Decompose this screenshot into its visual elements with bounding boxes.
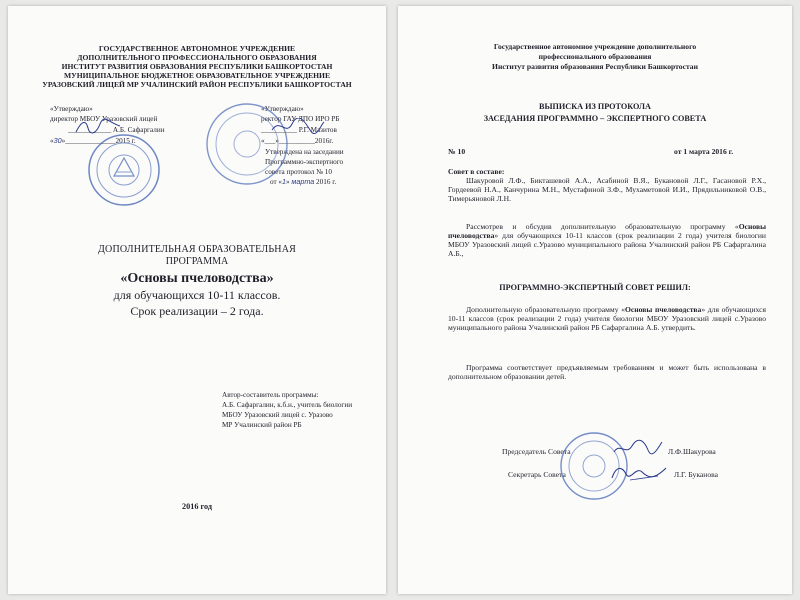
program-name: «Основы пчеловодства»: [120, 271, 274, 286]
author-line-1: Автор-составитель программы:: [222, 391, 319, 399]
program-year: 2016 год: [182, 502, 212, 511]
chair-label: Председатель Совета: [502, 447, 571, 456]
approve-right-line-2: Программно-экспертного: [265, 158, 344, 166]
approve-right-date: от «1» марта 2016 г.: [270, 177, 337, 186]
decision-title: ПРОГРАММНО-ЭКСПЕРТНЫЙ СОВЕТ РЕШИЛ:: [499, 283, 691, 292]
program-duration: Срок реализации – 2 года.: [130, 304, 264, 318]
conclusion-paragraph: Программа соответствует предъявляемым требованиям и может быть использована в дополнительном образовании детей.: [448, 363, 766, 381]
protocol-header-line-3: Институт развития образования Республики Башкортостан: [492, 62, 698, 71]
author-line-2: А.Б. Сафаргалин, к.б.н., учитель биологии: [222, 401, 353, 409]
chair-signature-icon: [612, 438, 664, 458]
approve-right-year-line: «___»__________2016г.: [261, 137, 334, 145]
chair-name: Л.Ф.Шакурова: [668, 447, 716, 456]
secretary-signature-icon: [610, 462, 668, 484]
program-audience: для обучающихся 10-11 классов.: [113, 288, 281, 302]
author-line-3: МБОУ Уразовский лицей с. Уразово: [222, 411, 333, 419]
approve-left-date: «30»______________2015 г.: [50, 136, 136, 145]
approve-left-position: директор МБОУ Уразовский лицей: [50, 115, 158, 123]
protocol-title-2: ЗАСЕДАНИЯ ПРОГРАММНО – ЭКСПЕРТНОГО СОВЕТА: [483, 114, 707, 123]
header-line-1: ГОСУДАРСТВЕННОЕ АВТОНОМНОЕ УЧРЕЖДЕНИЕ: [98, 44, 296, 53]
author-line-4: МР Учалинский район РБ: [222, 421, 302, 429]
approve-left-date-suffix: 2015 г.: [115, 137, 136, 145]
considered-paragraph: Рассмотрев и обсудив дополнительную образовательную программу «Основы пчеловодства» для обучающихся 10-11 классов (срок реализации 2 года) учителя биологии МБОУ Уразовский лицей с.Уразово муниципального района Учалинский район РБ Сафаргалина А.Б.,: [448, 222, 766, 258]
approve-left-day: 30: [53, 136, 62, 145]
approve-right-position: ректор ГАУ ДПО ИРО РБ: [261, 115, 340, 123]
header-line-4: МУНИЦИПАЛЬНОЕ БЮДЖЕТНОЕ ОБРАЗОВАТЕЛЬНОЕ УЧРЕЖДЕНИЕ: [63, 71, 331, 80]
header-line-2: ДОПОЛНИТЕЛЬНОГО ПРОФЕССИОНАЛЬНОГО ОБРАЗОВАНИЯ: [77, 53, 317, 62]
approve-right-label: «Утверждаю»: [261, 105, 304, 113]
title-page: [8, 6, 386, 594]
secretary-label: Секретарь Совета: [508, 470, 566, 479]
approve-right-date-year: 2016 г.: [316, 178, 337, 186]
header-line-3: ИНСТИТУТ РАЗВИТИЯ ОБРАЗОВАНИЯ РЕСПУБЛИКИ БАШКОРТОСТАН: [61, 62, 333, 71]
council-label: Совет в составе:: [448, 167, 505, 176]
protocol-extract-page: [398, 6, 792, 594]
header-line-5: УРАЗОВСКИЙ ЛИЦЕЙ МР УЧАЛИНСКИЙ РАЙОН РЕСПУБЛИКИ БАШКОРТОСТАН: [42, 80, 352, 89]
approve-right-line-1: Утверждена на заседании: [265, 148, 344, 156]
protocol-title-1: ВЫПИСКА ИЗ ПРОТОКОЛА: [539, 102, 651, 111]
program-title-line-1: ДОПОЛНИТЕЛЬНАЯ ОБРАЗОВАТЕЛЬНАЯ: [98, 244, 296, 255]
institute-round-stamp-icon: [204, 101, 290, 187]
program-title-line-2: ПРОГРАММА: [165, 256, 229, 267]
approve-right-name: Р.Г. Мазитов: [298, 126, 337, 134]
secretary-name: Л.Г. Буканова: [674, 470, 719, 479]
approve-right-day: 1: [282, 177, 287, 186]
rector-signature-icon: [270, 118, 326, 136]
decision-paragraph: Дополнительную образовательную программу «Основы пчеловодства» для обучающихся 10-11 классов (срок реализации 2 года) учителя биологии МБОУ Уразовский лицей с.Уразово муниципального района Учалинский район РБ Сафаргалина А.Б. утвердить.: [448, 305, 766, 332]
approve-right-sign-line: __________ Р.Г. Мазитов: [261, 126, 337, 134]
considered-program-name: Основы пчеловодства: [448, 222, 766, 240]
protocol-header-line-1: Государственное автономное учреждение дополнительного: [493, 42, 697, 51]
approve-right-line-3: совета протокол № 10: [265, 168, 332, 176]
approve-right-year: 2016г.: [314, 137, 334, 145]
council-members: Шакуровой Л.Ф., Бикташевой А.А., Асабиной В.Я., Букановой Л.Г., Гасановой Р.Х., Гордеевой Н.А., Канчурина М.Н., Мустафиной З.Ф., Мухаметовой И.И., Прядильниковой О.В., Тимерьяновой Л.Н.: [448, 176, 766, 203]
approve-left-label: «Утверждаю»: [50, 105, 93, 113]
protocol-date: от 1 марта 2016 г.: [674, 147, 734, 156]
school-round-stamp-icon: [86, 132, 162, 208]
protocol-header-line-2: профессионального образования: [538, 52, 652, 61]
approve-right-month: марта: [291, 177, 315, 186]
decision-program-name: Основы пчеловодства: [625, 305, 702, 314]
approve-left-name: А.Б. Сафаргалин: [112, 126, 165, 134]
approve-left-sign-line: ____________ А.Б. Сафаргалин: [68, 126, 165, 134]
protocol-number: № 10: [448, 147, 466, 156]
